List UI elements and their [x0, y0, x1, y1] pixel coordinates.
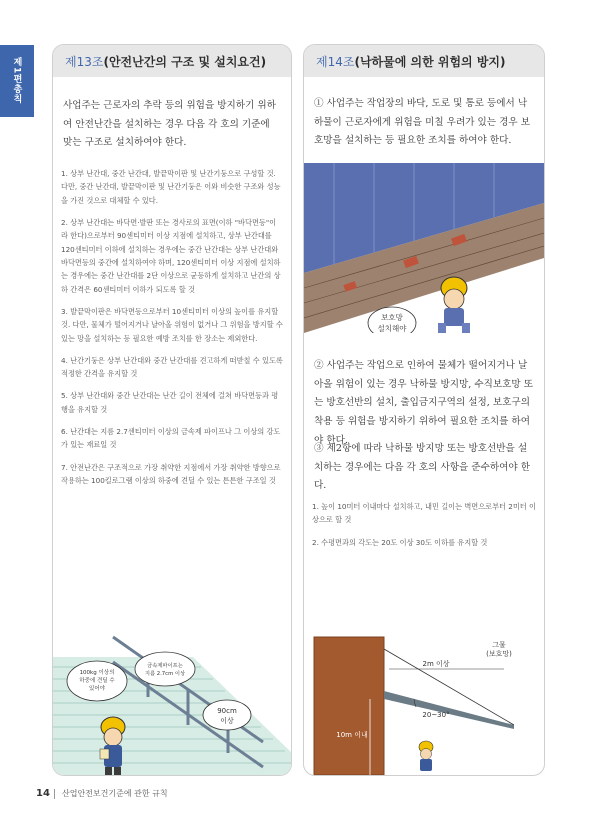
article-13-item-4: 4. 난간기둥은 상부 난간대와 중간 난간대를 견고하게 떠받칠 수 있도록 적정한 간격을 유지할 것 — [61, 355, 283, 379]
worker-icon — [419, 741, 433, 771]
pipe-bubble-line2: 지름 2.7cm 이상 — [144, 671, 186, 677]
stair-railing-illustration — [53, 617, 291, 776]
article-14-number: 제14조 — [316, 54, 355, 69]
page-number: 14 — [36, 788, 50, 799]
article-13-lead: 사업주는 근로자의 추락 등의 위험을 방지하기 위하여 안전난간을 설치하는 경우 다음 각 호의 기준에 맞는 구조로 설치하여야 한다. — [63, 100, 276, 149]
article-14-item-2: 2. 수평면과의 각도는 20도 이상 30도 이하를 유지할 것 — [312, 537, 488, 547]
article-13-item-5: 5. 상부 난간대와 중간 난간대는 난간 길이 전체에 걸쳐 바닥면등과 평행을 유지할 것 — [61, 391, 279, 414]
width-label: 2m 이상 — [422, 660, 450, 668]
article-13-item-2: 2. 상부 난간대는 바닥면·발판 또는 경사로의 표면(이하 "바닥면등"이라 한다)으로부터 90센티미터 이상 지점에 설치하고, 상부 난간대를 120센티미터 이하에 설치하는 경우에는 중간 난간대는 상부 난간대와 바닥면등의 중간에 설치하여야 하며, 120센티미터 이상 지점에 설치하는 경우에는 중간 난간대를 2단 이상으로 균등하게 설치하고 난간의 상하 간격은 60센티미터 이하가 되도록 할 것 — [61, 218, 281, 294]
chapter-tab-label: 제1편총칙 — [11, 57, 22, 105]
article-13-panel — [52, 44, 292, 776]
protective-net-diagram — [304, 629, 544, 775]
footer-title: 산업안전보건기준에 관한 규칙 — [62, 789, 168, 798]
height-bubble — [203, 700, 251, 730]
load-bubble-line3: 있어야 — [89, 686, 105, 692]
footer-divider — [54, 789, 55, 799]
article-13-title: (안전난간의 구조 및 설치요건) — [103, 54, 267, 69]
article-14-header — [304, 45, 544, 77]
pipe-bubble — [135, 652, 195, 686]
article-13-header — [53, 45, 291, 77]
article-14-para1: ① 사업주는 작업장의 바닥, 도로 및 통로 등에서 낙하물이 근로자에게 위험을 미칠 우려가 있는 경우 보호망을 설치하는 등 필요한 조치를 하여야 한다. — [314, 98, 530, 147]
article-14-panel — [303, 44, 545, 776]
article-13-item-1: 1. 상부 난간대, 중간 난간대, 발끝막이판 및 난간기둥으로 구성할 것. 다만, 중간 난간대, 발끝막이판 및 난간기둥은 이와 비슷한 구조와 성능을 가진 것으로 대체할 수 있다. — [61, 169, 281, 205]
load-bubble-line1: 100kg 이상의 — [79, 670, 115, 676]
article-13-item-6: 6. 난간대는 지름 2.7센티미터 이상의 금속제 파이프나 그 이상의 강도가 있는 재료일 것 — [61, 427, 281, 450]
falling-object-illustration — [304, 163, 544, 333]
article-13-item-3: 3. 발끝막이판은 바닥면등으로부터 10센티미터 이상의 높이를 유지할 것. 다만, 물체가 떨어지거나 날아올 위험이 없거나 그 위험을 방지할 수 있는 망을 설치하는 등 필요한 예방 조치를 한 장소는 제외한다. — [61, 306, 283, 343]
net-bubble-line1: 보호망 — [381, 313, 403, 322]
load-bubble-line2: 하중에 견딜 수 — [79, 678, 115, 684]
article-14-para2: ② 사업주는 작업으로 인하여 물체가 떨어지거나 날아올 위험이 있는 경우 낙하물 방지망, 수직보호망 또는 방호선반의 설치, 출입금지구역의 설정, 보호구의 착용 등 위험을 방지하기 위하여 필요한 조치를 하여야 한다. — [314, 360, 534, 446]
net-icon — [384, 691, 514, 729]
article-13-number: 제13조 — [65, 54, 104, 69]
net-bubble-line2: 설치해야 — [377, 324, 407, 333]
article-13-item-7: 7. 안전난간은 구조적으로 가장 취약한 지점에서 가장 취약한 방향으로 작용하는 100킬로그램 이상의 하중에 견딜 수 있는 튼튼한 구조일 것 — [61, 462, 281, 486]
chapter-tab — [0, 45, 34, 117]
article-14-title: (낙하물에 의한 위험의 방지) — [354, 54, 506, 69]
net-label-line2: (보호망) — [486, 650, 512, 658]
load-bubble — [67, 661, 127, 701]
angle-label: 20~30° — [422, 711, 450, 719]
article-14-item-1: 1. 높이 10미터 이내마다 설치하고, 내민 길이는 벽면으로부터 2미터 이상으로 할 것 — [312, 502, 536, 525]
height-label: 10m 이내 — [336, 731, 368, 739]
article-13-items — [53, 167, 291, 487]
height-bubble-line2: 이상 — [220, 717, 234, 725]
wall-icon — [314, 637, 384, 775]
article-14-items — [304, 500, 544, 558]
article-14-para3: ③ 제2항에 따라 낙하물 방지망 또는 방호선반을 설치하는 경우에는 다음 각 호의 사항을 준수하여야 한다. — [314, 443, 530, 492]
pipe-bubble-line1: 금속제파이프는 — [147, 663, 183, 669]
net-label-line1: 그물 — [492, 641, 506, 649]
height-bubble-line1: 90cm — [217, 707, 237, 715]
